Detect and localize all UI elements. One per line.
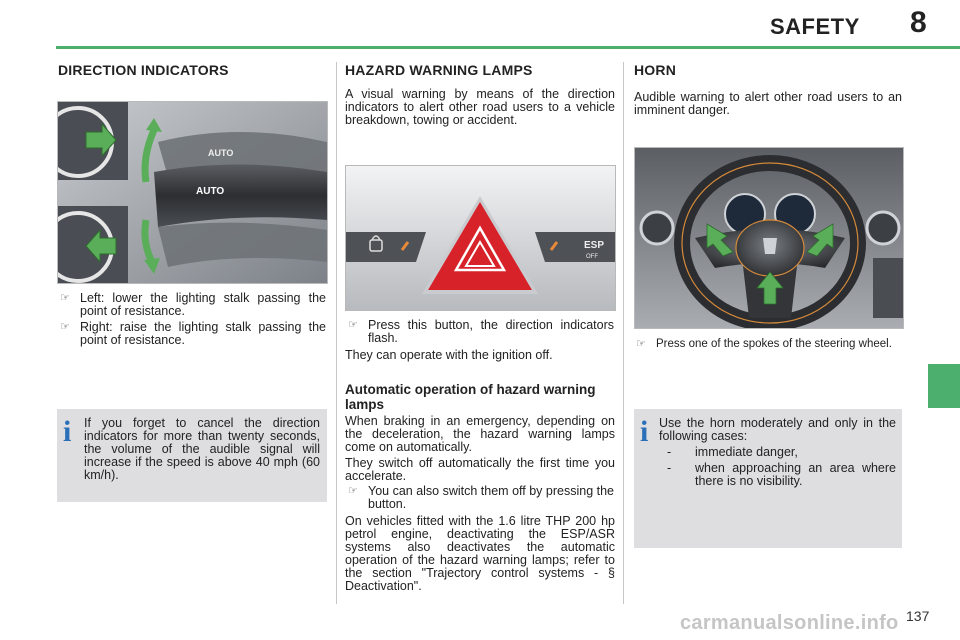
chapter-side-tab bbox=[928, 364, 960, 408]
steering-wheel-illustration bbox=[634, 147, 904, 329]
pointing-hand-icon: ☞ bbox=[636, 338, 646, 350]
lighting-stalk-illustration bbox=[57, 101, 328, 284]
pointing-hand-icon: ☞ bbox=[348, 485, 358, 497]
hazard-auto-p2: They switch off automatically the first time you accelerate. bbox=[345, 456, 615, 483]
info-icon: i bbox=[640, 415, 649, 448]
hazard-auto-bullet: ☞ You can also switch them off by pressing the button. bbox=[348, 484, 614, 511]
horn-info-intro: Use the horn moderately and only in the following cases: bbox=[659, 416, 896, 443]
pointing-hand-icon: ☞ bbox=[348, 319, 358, 331]
hazard-title: HAZARD WARNING LAMPS bbox=[345, 62, 533, 78]
hazard-button-illustration bbox=[345, 165, 616, 311]
hazard-ignition: They can operate with the ignition off. bbox=[345, 348, 553, 362]
stalk-auto-label: AUTO bbox=[196, 186, 225, 197]
hazard-bullet: ☞ Press this button, the direction indicators flash. bbox=[348, 318, 614, 345]
esp-off-label: OFF bbox=[586, 254, 598, 260]
horn-bullet: ☞ Press one of the spokes of the steering wheel. bbox=[636, 338, 892, 350]
horn-info-box bbox=[634, 409, 902, 548]
column-divider bbox=[623, 62, 624, 604]
horn-title: HORN bbox=[634, 62, 677, 78]
esp-label: ESP bbox=[584, 240, 605, 251]
horn-info-text bbox=[659, 417, 896, 488]
direction-bullet-right: ☞ Right: raise the lighting stalk passing the point of resistance. bbox=[60, 320, 326, 347]
page-number: 137 bbox=[906, 608, 930, 624]
pointing-hand-icon: ☞ bbox=[60, 321, 70, 333]
hazard-intro: A visual warning by means of the direction indicators to alert other road users to a vehicle breakdown, towing or accident. bbox=[345, 87, 615, 127]
hazard-auto-p3: On vehicles fitted with the 1.6 litre THP 200 hp petrol engine, deactivating the ESP/ASR systems also deactivates the automatic operation of the hazard warning lamps; refer to the section "Trajectory control systems - § Deactivation". bbox=[345, 514, 615, 593]
horn-info-item: - immediate danger, bbox=[667, 445, 798, 459]
pointing-hand-icon: ☞ bbox=[60, 292, 70, 304]
horn-info-item: - when approaching an area where there is no visibility. bbox=[667, 461, 896, 488]
column-divider bbox=[336, 62, 337, 604]
steering-wheel-drawing bbox=[635, 148, 903, 328]
lighting-stalk-drawing bbox=[58, 102, 327, 283]
header-rule bbox=[56, 46, 960, 49]
page-section-title: SAFETY bbox=[770, 14, 860, 39]
stalk-auto-label-top: AUTO bbox=[208, 148, 234, 158]
hazard-button-drawing bbox=[346, 166, 615, 310]
watermark: carmanualsonline.info bbox=[680, 612, 899, 634]
horn-intro: Audible warning to alert other road users to an imminent danger. bbox=[634, 90, 902, 117]
direction-bullet-left: ☞ Left: lower the lighting stalk passing the point of resistance. bbox=[60, 291, 326, 318]
info-icon: i bbox=[63, 415, 72, 448]
direction-info-box bbox=[57, 409, 327, 502]
direction-indicators-title: DIRECTION INDICATORS bbox=[58, 62, 229, 78]
chapter-number: 8 bbox=[910, 6, 927, 39]
direction-info-text: If you forget to cancel the direction indicators for more than twenty seconds, the volume of the audible signal will increase if the speed is above 40 mph (60 km/h). bbox=[84, 416, 320, 482]
hazard-auto-p1: When braking in an emergency, depending on the deceleration, the hazard warning lamps come on automatically. bbox=[345, 414, 615, 454]
hazard-auto-title: Automatic operation of hazard warning lamps bbox=[345, 382, 596, 412]
